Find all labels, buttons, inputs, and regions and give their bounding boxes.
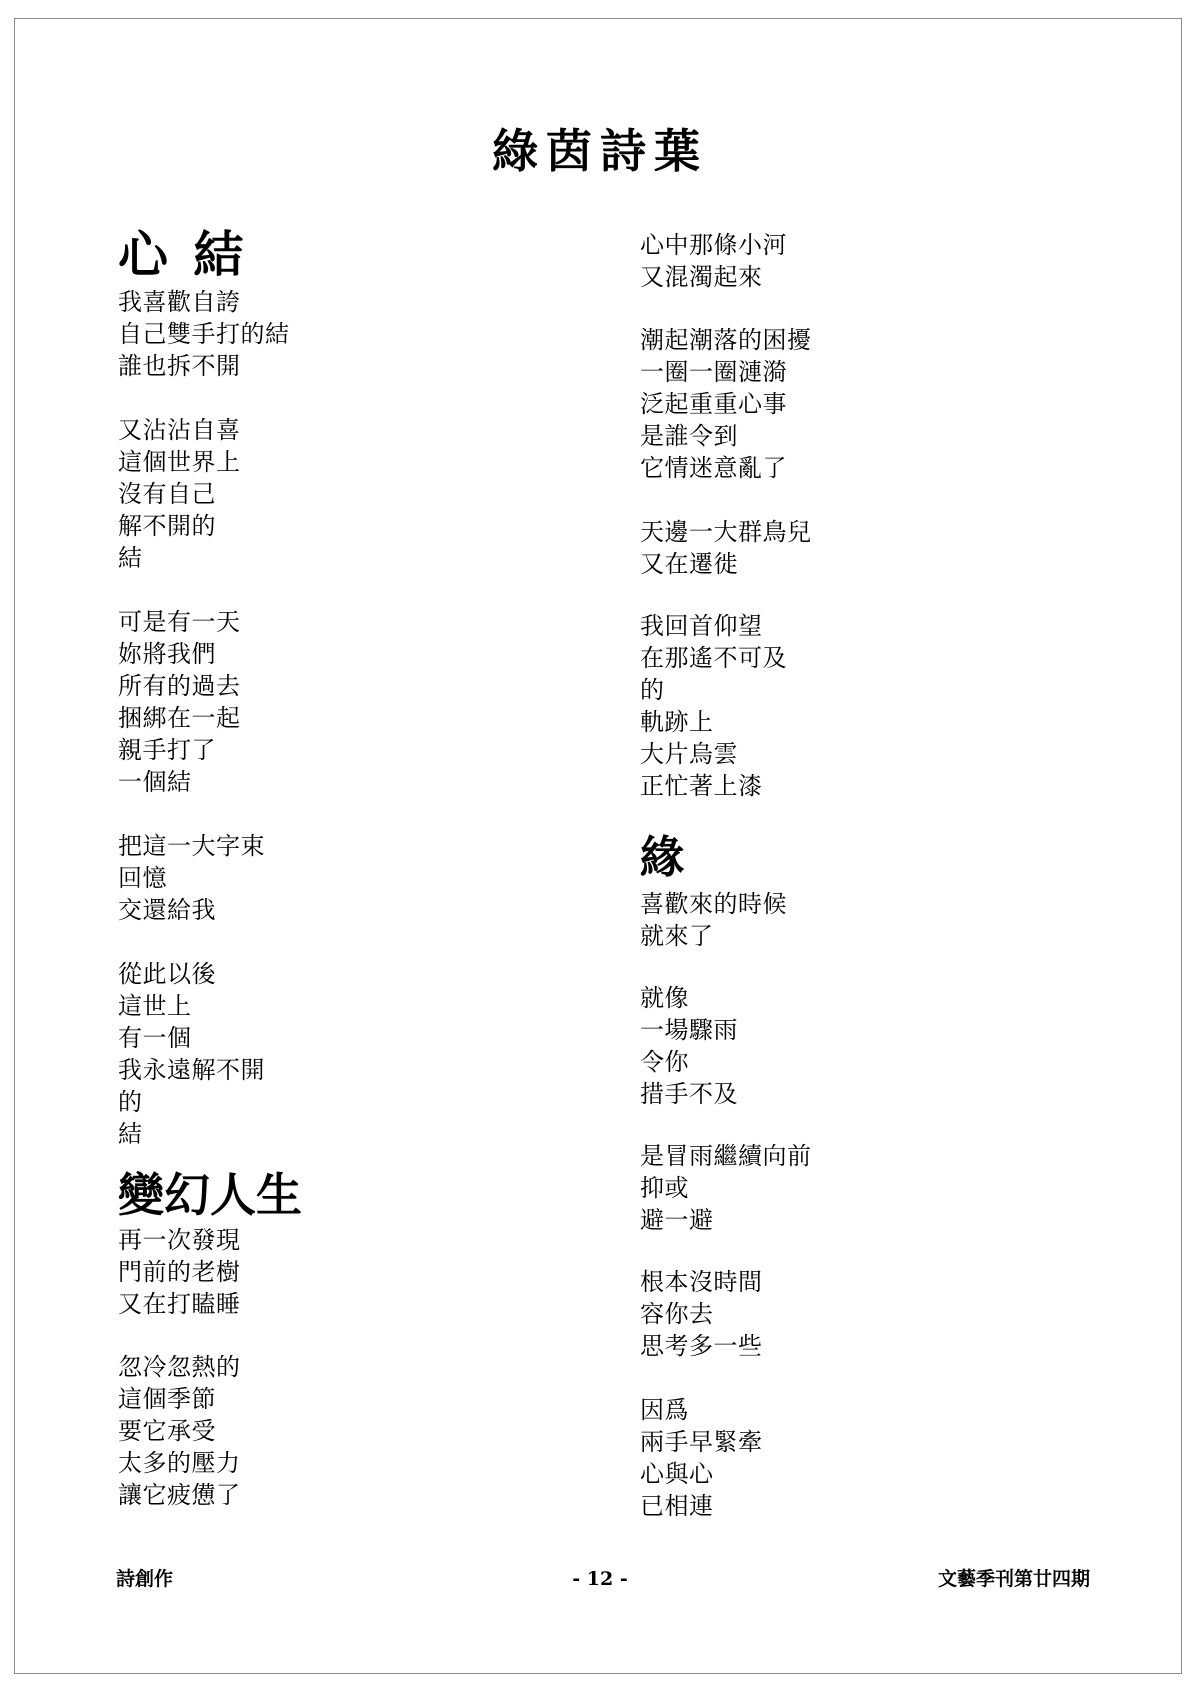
poem-line: 根本沒時間 (640, 1268, 763, 1296)
page-title: 綠茵詩葉 (492, 124, 708, 178)
poem-line: 避一避 (640, 1206, 714, 1234)
poem-line: 所有的過去 (118, 672, 241, 700)
poem-line: 誰也拆不開 (118, 352, 241, 380)
poem-line: 又在打瞌睡 (118, 1290, 241, 1318)
poem-line: 令你 (640, 1048, 689, 1076)
poem-line: 有一個 (118, 1024, 192, 1052)
poem-line: 可是有一天 (118, 608, 241, 636)
poem-line: 兩手早緊牽 (640, 1428, 763, 1456)
poem-line: 泛起重重心事 (640, 390, 787, 418)
poem-line: 措手不及 (640, 1080, 738, 1108)
poem-line: 正忙著上漆 (640, 772, 763, 800)
poem-line: 就來了 (640, 922, 714, 950)
poem-line: 容你去 (640, 1300, 714, 1328)
poem-line: 它情迷意亂了 (640, 454, 787, 482)
page-number: - 12 - (572, 1568, 628, 1590)
poem-line: 的 (118, 1088, 143, 1116)
poem-line: 軌跡上 (640, 708, 714, 736)
footer-section-label: 詩創作 (116, 1568, 174, 1590)
poem-line: 又混濁起來 (640, 263, 763, 291)
poem-line: 這個季節 (118, 1385, 216, 1413)
poem-line: 再一次發現 (118, 1226, 241, 1254)
poem-line: 又在遷徙 (640, 550, 738, 578)
poem-line: 因爲 (640, 1396, 689, 1424)
poem-line: 結 (118, 1120, 143, 1148)
poem-line: 從此以後 (118, 960, 216, 988)
poem-line: 天邊一大群鳥兒 (640, 518, 812, 546)
poem-line: 大片烏雲 (640, 740, 738, 768)
poem-line: 妳將我們 (118, 640, 216, 668)
poem-line: 我喜歡自誇 (118, 288, 241, 316)
poem-line: 我永遠解不開 (118, 1056, 265, 1084)
poem-line: 就像 (640, 984, 689, 1012)
poem-line: 喜歡來的時候 (640, 890, 787, 918)
poem-line: 沒有自己 (118, 480, 216, 508)
poem-line: 交還給我 (118, 896, 216, 924)
poem-line: 思考多一些 (640, 1332, 763, 1360)
footer-publication: 文藝季刊第廿四期 (937, 1568, 1090, 1590)
poem-line: 忽冷忽熱的 (118, 1353, 241, 1381)
poem-line: 的 (640, 676, 665, 704)
poem-line: 已相連 (640, 1492, 714, 1520)
poem-line: 解不開的 (118, 512, 216, 540)
poem-line: 心與心 (640, 1460, 714, 1488)
poem-line: 一個結 (118, 768, 192, 796)
poem-line: 捆綁在一起 (118, 704, 241, 732)
poem-line: 抑或 (640, 1174, 689, 1202)
poem-line: 我回首仰望 (640, 612, 763, 640)
poem-line: 要它承受 (118, 1417, 216, 1445)
poem-line: 回憶 (118, 864, 167, 892)
poem-line: 一圈一圈漣漪 (640, 358, 787, 386)
poem-line: 在那遙不可及 (640, 644, 787, 672)
poem-line: 太多的壓力 (118, 1449, 241, 1477)
poem-line: 潮起潮落的困擾 (640, 326, 812, 354)
poem-line: 一場驟雨 (640, 1016, 738, 1044)
poem-line: 是冒雨繼續向前 (640, 1142, 812, 1170)
poem-line: 結 (118, 544, 143, 572)
poem-line: 這世上 (118, 992, 192, 1020)
poem-line: 把這一大字束 (118, 832, 265, 860)
poem-line: 是誰令到 (640, 422, 738, 450)
poem-line: 心中那條小河 (640, 231, 787, 259)
poem-title-bianhuan: 變幻人生 (118, 1168, 302, 1222)
poem-line: 讓它疲憊了 (118, 1481, 241, 1509)
poem-line: 親手打了 (118, 736, 216, 764)
poem-line: 門前的老樹 (118, 1258, 241, 1286)
poem-title-xinjie: 心 結 (118, 225, 248, 284)
poem-line: 自己雙手打的結 (118, 320, 290, 348)
poem-line: 又沾沾自喜 (118, 416, 241, 444)
poem-line: 這個世界上 (118, 448, 241, 476)
poem-title-yuan: 緣 (640, 832, 684, 883)
